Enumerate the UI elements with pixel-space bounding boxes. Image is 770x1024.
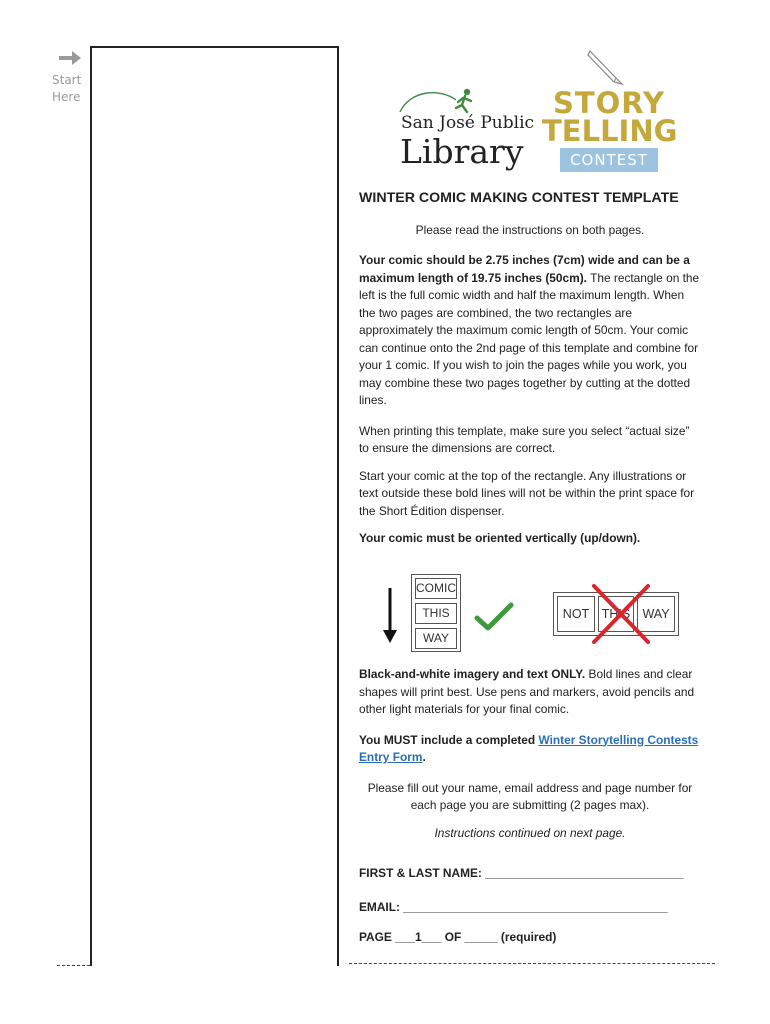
cut-line-right (349, 963, 715, 964)
instructions (359, 190, 701, 548)
vertical-word: COMIC (415, 578, 457, 599)
orientation-example (378, 574, 680, 654)
size-rest: The rectangle on the left is the full comic width and half the maximum length. When the two pages are combined, the two rectangles are approximately the maximum comic length of 50cm. Your comic can continue onto the 2nd page of this template and combine for your 1 comic. If you wish to join the pages while you work, you may combine these two pages together by cutting at the dotted lines. (359, 270, 700, 407)
size-paragraph (359, 252, 701, 410)
contest-word: CONTEST (570, 151, 648, 169)
storytelling-contest-logo (542, 48, 676, 176)
start-arrow-icon (58, 50, 82, 66)
page-field[interactable]: PAGE ___1___ OF _____ (required) (359, 930, 557, 944)
checkmark-icon (474, 602, 514, 632)
horizontal-word: THIS (598, 596, 634, 632)
telling-word: TELLING (542, 114, 678, 148)
vertical-word: THIS (415, 603, 457, 624)
fill-out-paragraph: Please fill out your name, email address and page number for each page you are submitting (2 pages max). (367, 780, 693, 812)
story-word: STORY (552, 86, 666, 120)
must-paragraph (359, 732, 701, 767)
start-label-line2: Here (52, 90, 81, 104)
orientation-paragraph: Your comic must be oriented vertically (up/down). (359, 531, 641, 545)
name-field[interactable]: FIRST & LAST NAME: ______________________________ (359, 866, 684, 880)
page-title: WINTER COMIC MAKING CONTEST TEMPLATE (359, 190, 679, 206)
bw-bold: Black-and-white imagery and text ONLY. (359, 667, 586, 681)
bw-rest: Bold lines and clear shapes will print best. Use pens and markers, avoid pencils and other light materials for your final comic. (359, 667, 695, 716)
horizontal-word: WAY (637, 596, 675, 632)
vertical-word: WAY (415, 628, 457, 649)
instructions-lower (359, 666, 701, 842)
cross-icon (590, 582, 654, 648)
must-bold: You MUST include a completed (359, 732, 539, 747)
email-field[interactable]: EMAIL: ________________________________________ (359, 900, 668, 914)
cut-line-left (57, 965, 90, 966)
contest-banner (560, 148, 658, 172)
read-note: Please read the instructions on both pages. (415, 222, 645, 237)
bw-paragraph (359, 666, 701, 719)
sjpl-logo-line1: San José Public (401, 113, 535, 133)
comic-drawing-area (90, 46, 339, 966)
start-here-label (52, 72, 81, 106)
size-bold: Your comic should be 2.75 inches (7cm) wide and can be a maximum length of 19.75 inches (50cm). (359, 253, 690, 285)
vertical-example-box (411, 574, 461, 652)
pen-icon (586, 48, 626, 88)
sjpl-logo (396, 86, 535, 181)
down-arrow-icon (382, 588, 398, 644)
must-end: . (422, 750, 426, 764)
start-label-line1: Start (52, 73, 82, 87)
sjpl-logo-line2: Library (400, 132, 524, 171)
entry-form-link[interactable]: Winter Storytelling Contests Entry Form (359, 732, 699, 764)
printing-paragraph: When printing this template, make sure you select “actual size” to ensure the dimensions are correct. (359, 423, 690, 455)
continued-note: Instructions continued on next page. (434, 825, 626, 840)
start-top-paragraph: Start your comic at the top of the rectangle. Any illustrations or text outside these bold lines will not be within the print space for the Short Édition dispenser. (359, 468, 695, 518)
horizontal-word: NOT (557, 596, 595, 632)
